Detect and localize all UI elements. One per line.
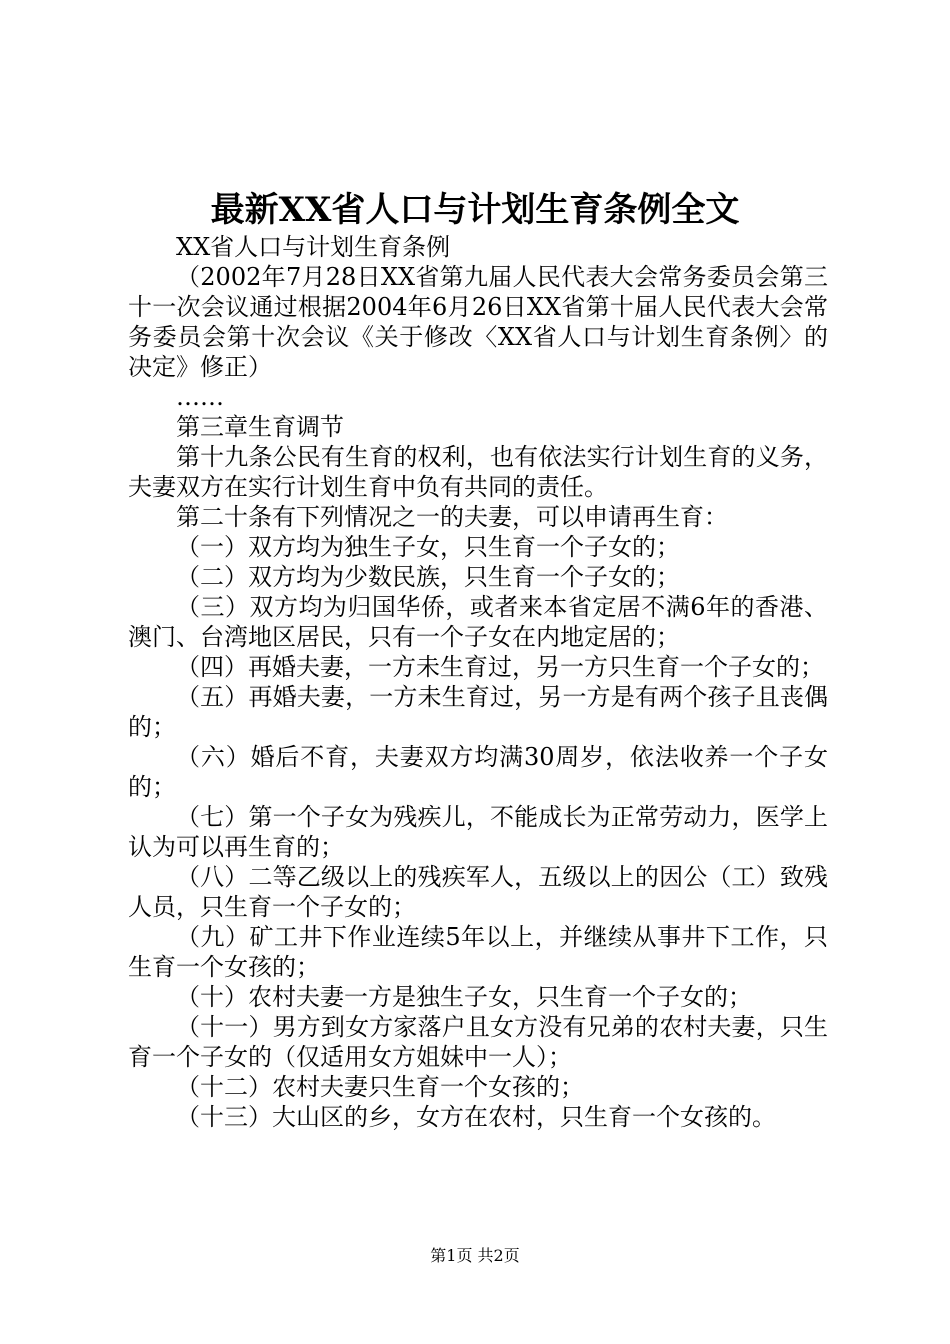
paragraph-item-10: （十）农村夫妻一方是独生子女，只生育一个子女的；	[176, 983, 752, 1011]
document-title: 最新XX省人口与计划生育条例全文	[210, 190, 740, 230]
paragraph-item-3: （三）双方均为归国华侨，或者来本省定居不满6年的香港、澳门、台湾地区居民，只有一个子女在内地定居的；	[128, 593, 828, 651]
paragraph-article-20: 第二十条有下列情况之一的夫妻，可以申请再生育：	[176, 503, 728, 531]
paragraph-chapter-heading: 第三章生育调节	[176, 413, 344, 441]
paragraph-item-8: （八）二等乙级以上的残疾军人，五级以上的因公（工）致残人员，只生育一个子女的；	[128, 863, 828, 921]
paragraph-item-13: （十三）大山区的乡，女方在农村，只生育一个女孩的。	[176, 1103, 776, 1131]
paragraph-item-6: （六）婚后不育，夫妻双方均满30周岁，依法收养一个子女的；	[128, 743, 828, 801]
page-footer: 第1页 共2页	[430, 1246, 520, 1265]
paragraph-item-4: （四）再婚夫妻，一方未生育过，另一方只生育一个子女的；	[176, 653, 824, 681]
paragraph-article-19: 第十九条公民有生育的权利，也有依法实行计划生育的义务，夫妻双方在实行计划生育中负有共同的责任。	[128, 443, 828, 501]
paragraph-ellipsis: ……	[176, 383, 224, 411]
paragraph-item-12: （十二）农村夫妻只生育一个女孩的；	[176, 1073, 584, 1101]
document-body	[128, 232, 828, 1132]
paragraph-adoption-note: （2002年7月28日XX省第九届人民代表大会常务委员会第三十一次会议通过根据2004年6月26日XX省第十届人民代表大会常务委员会第十次会议《关于修改〈XX省人口与计划生育条例〉的决定》修正）	[128, 263, 828, 381]
paragraph-item-1: （一）双方均为独生子女，只生育一个子女的；	[176, 533, 680, 561]
paragraph-law-name: XX省人口与计划生育条例	[176, 233, 451, 261]
paragraph-item-9: （九）矿工井下作业连续5年以上，并继续从事井下工作，只生育一个女孩的；	[128, 923, 828, 981]
paragraph-item-11: （十一）男方到女方家落户且女方没有兄弟的农村夫妻，只生育一个子女的（仅适用女方姐妹中一人）；	[128, 1013, 828, 1071]
paragraph-item-2: （二）双方均为少数民族，只生育一个子女的；	[176, 563, 680, 591]
paragraph-item-5: （五）再婚夫妻，一方未生育过，另一方是有两个孩子且丧偶的；	[128, 683, 828, 741]
paragraph-item-7: （七）第一个子女为残疾儿，不能成长为正常劳动力，医学上认为可以再生育的；	[128, 803, 828, 861]
